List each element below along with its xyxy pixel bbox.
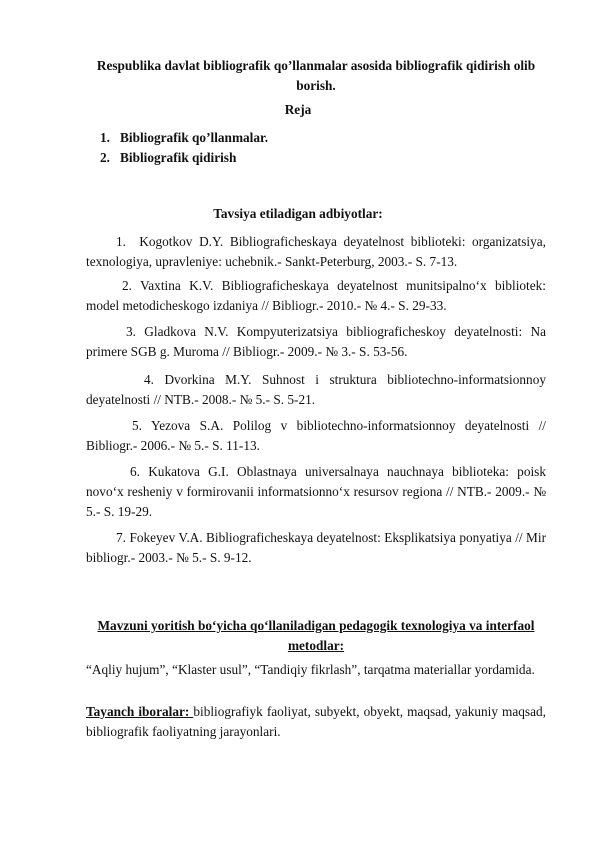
plan-item-text: Bibliografik qo’llanmalar. <box>120 130 269 145</box>
reference-number: 3. <box>126 324 136 339</box>
reference-number: 2. <box>122 278 132 293</box>
reference-text: Fokeyev V.A. Bibliograficheskaya deyatelnost: Eksplikatsiya ponyatiya // Mir bibliogr.- 2003.- № 5.- S. 9-12. <box>86 530 547 565</box>
reference-number: 1. <box>116 234 126 249</box>
reference-text: Kogotkov D.Y. Bibliograficheskaya deyatelnost biblioteki: organizatsiya, texnologiya, upravleniye: uchebnik.- Sankt-Peterburg, 2003.- S. 7-13. <box>86 234 546 269</box>
methods-heading: Mavzuni yoritish bo‘yicha qo‘llaniladigan pedagogik texnologiya va interfaol metodlar: <box>97 618 535 653</box>
reference-item <box>86 232 546 272</box>
keywords-text: bibliografiyk faoliyat, subyekt, obyekt, maqsad, yakuniy maqsad, bibliografik faoliyatning jarayonlari. <box>86 704 546 739</box>
plan-item-text: Bibliografik qidirish <box>120 150 237 165</box>
plan-item <box>100 128 268 148</box>
plan-item-number: 2. <box>100 150 110 165</box>
reference-item <box>86 462 546 522</box>
keywords-label: Tayanch iboralar: <box>86 704 194 719</box>
reference-number: 6. <box>130 464 140 479</box>
reference-item <box>86 416 546 456</box>
plan-item-number: 1. <box>100 130 110 145</box>
reference-text: Vaxtina K.V. Bibliograficheskaya deyatelnost munitsipalno‘x bibliotek: model metodicheskogo izdaniya // Bibliogr.- 2010.- № 4.- S. 29-33. <box>86 278 546 313</box>
literature-heading: Tavsiya etiladigan adbiyotlar: <box>213 206 383 221</box>
reference-number: 7. <box>116 530 126 545</box>
reference-item <box>86 370 546 410</box>
reference-item <box>86 322 546 362</box>
keywords-paragraph <box>86 702 546 742</box>
reference-number: 4. <box>144 372 154 387</box>
reference-text: Yezova S.A. Polilog v bibliotechno-informatsionnoy deyatelnosti // Bibliogr.- 2006.- № 5.- S. 11-13. <box>86 418 546 453</box>
plan-heading: Reja <box>284 102 312 117</box>
plan-item <box>100 148 268 168</box>
reference-item <box>86 528 546 568</box>
methods-text: “Aqliy hujum”, “Klaster usul”, “Tandiqiy fikrlash”, tarqatma materiallar yordamida. <box>86 662 535 677</box>
reference-number: 5. <box>132 418 142 433</box>
reference-text: Dvorkina M.Y. Suhnost i struktura bibliotechno-informatsionnoy deyatelnosti // NTB.- 2008.- № 5.- S. 5-21. <box>86 372 546 407</box>
reference-text: Kukatova G.I. Oblastnaya universalnaya nauchnaya biblioteka: poisk novo‘x resheniy v formirovanii informatsionno‘x resursov regiona // NTB.- 2009.- № 5.- S. 19-29. <box>86 464 547 519</box>
reference-item <box>86 276 546 316</box>
document-title: Respublika davlat bibliografik qo’llanmalar asosida bibliografik qidirish olib borish. <box>96 58 536 93</box>
plan-list <box>100 128 268 168</box>
reference-text: Gladkova N.V. Kompyuterizatsiya bibliograficheskoy deyatelnosti: Na primere SGB g. Muroma // Bibliogr.- 2009.- № 3.- S. 53-56. <box>86 324 546 359</box>
